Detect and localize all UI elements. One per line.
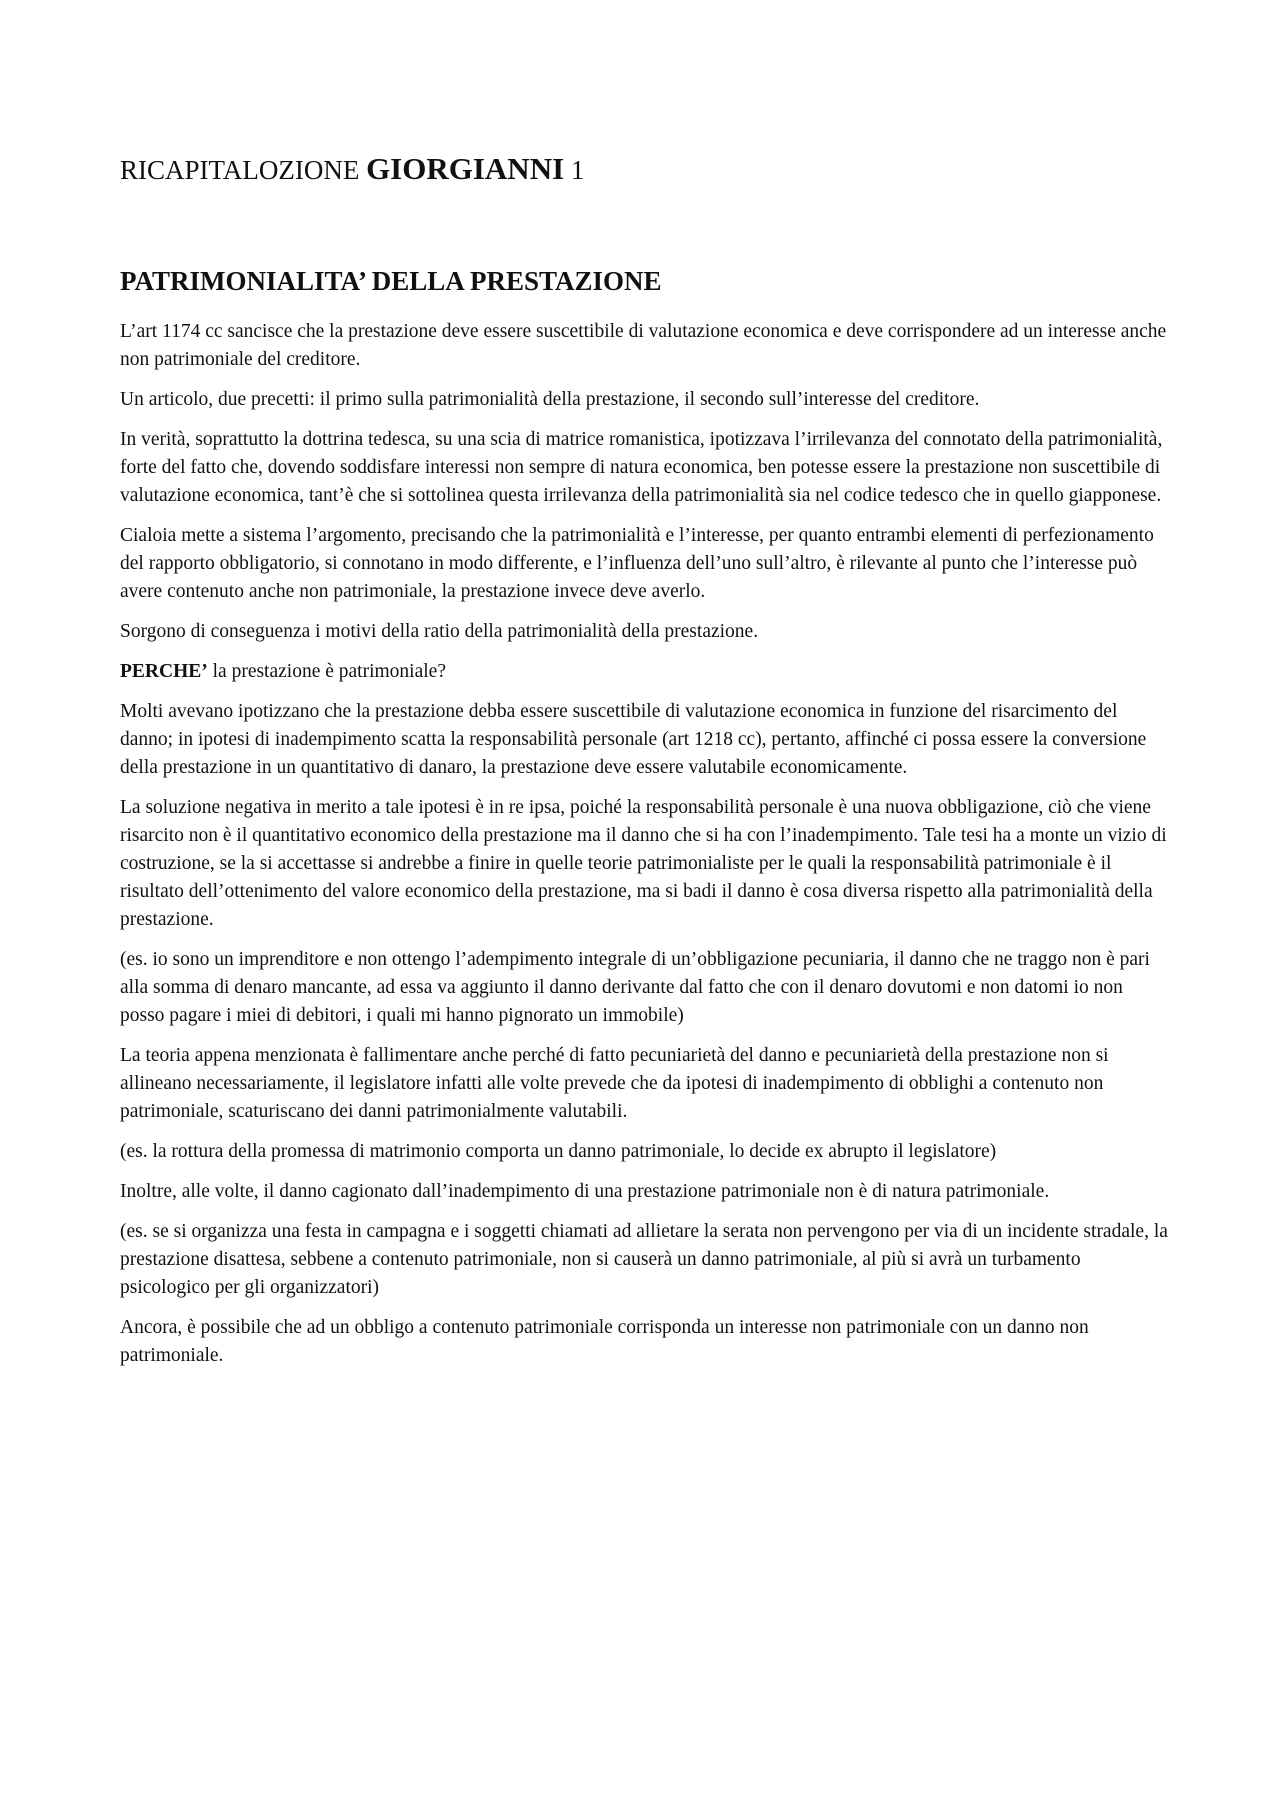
paragraph: Ancora, è possibile che ad un obbligo a contenuto patrimoniale corrisponda un interesse non patrimoniale con un danno non patrimoniale.	[120, 1316, 1089, 1366]
paragraph: Sorgono di conseguenza i motivi della ratio della patrimonialità della prestazione.	[120, 620, 759, 642]
paragraph: Molti avevano ipotizzano che la prestazione debba essere suscettibile di valutazione economica in funzione del risarcimento del danno; in ipotesi di inadempimento scatta la responsabilità personale (art 1218 cc), pertanto, affinché ci possa essere la conversione della prestazione in un quantitativo di danaro, la prestazione deve essere valutabile economicamente.	[120, 700, 1147, 778]
paragraph: Inoltre, alle volte, il danno cagionato dall’inadempimento di una prestazione patrimoniale non è di natura patrimoniale.	[120, 1180, 1050, 1202]
question-text: la prestazione è patrimoniale?	[207, 660, 446, 682]
example-paragraph: (es. se si organizza una festa in campagna e i soggetti chiamati ad allietare la serata non pervengono per via di un incidente stradale, la prestazione disattesa, sebbene a contenuto patrimoniale, non si causerà un danno patrimoniale, al più si avrà un turbamento psicologico per gli organizzatori)	[120, 1220, 1168, 1298]
title-prefix: RICAPITALOZIONE	[120, 155, 360, 185]
question-bold: PERCHE’	[120, 660, 208, 682]
title-bold-name: GIORGIANNI	[366, 151, 565, 186]
title-suffix: 1	[564, 155, 585, 185]
paragraph: In verità, soprattutto la dottrina tedesca, su una scia di matrice romanistica, ipotizzava l’irrilevanza del connotato della patrimonialità, forte del fatto che, dovendo soddisfare interessi non sempre di natura economica, ben potesse essere la prestazione non suscettibile di valutazione economica, tant’è che si sottolinea questa irrilevanza della patrimonialità sia nel codice tedesco che in quello giapponese.	[120, 428, 1163, 506]
paragraph: La teoria appena menzionata è fallimentare anche perché di fatto pecuniarietà del danno e pecuniarietà della prestazione non si allineano necessariamente, il legislatore infatti alle volte prevede che da ipotesi di inadempimento di obblighi a contenuto non patrimoniale, scaturiscano dei danni patrimonialmente valutabili.	[120, 1044, 1109, 1122]
paragraph: L’art 1174 cc sancisce che la prestazione deve essere suscettibile di valutazione economica e deve corrispondere ad un interesse anche non patrimoniale del creditore.	[120, 320, 1167, 370]
paragraph: Cialoia mette a sistema l’argomento, precisando che la patrimonialità e l’interesse, per quanto entrambi elementi di perfezionamento del rapporto obbligatorio, si connotano in modo differente, e l’influenza dell’uno sull’altro, è rilevante al punto che l’interesse può avere contenuto anche non patrimoniale, la prestazione invece deve averlo.	[120, 524, 1154, 602]
example-paragraph: (es. la rottura della promessa di matrimonio comporta un danno patrimoniale, lo decide ex abrupto il legislatore)	[120, 1140, 997, 1162]
document-title	[120, 150, 1170, 187]
paragraph: La soluzione negativa in merito a tale ipotesi è in re ipsa, poiché la responsabilità personale è una nuova obbligazione, ciò che viene risarcito non è il quantitativo economico della prestazione ma il danno che si ha con l’inadempimento. Tale tesi ha a monte un vizio di costruzione, se la si accettasse si andrebbe a finire in quelle teorie patrimonialiste per le quali la responsabilità patrimoniale è il risultato dell’ottenimento del valore economico della prestazione, ma si badi il danno è cosa diversa rispetto alla patrimonialità della prestazione.	[120, 796, 1167, 930]
paragraph: Un articolo, due precetti: il primo sulla patrimonialità della prestazione, il secondo sull’interesse del creditore.	[120, 388, 980, 410]
section-heading: PATRIMONIALITA’ DELLA PRESTAZIONE	[120, 266, 662, 297]
question-paragraph	[120, 658, 1170, 686]
example-paragraph: (es. io sono un imprenditore e non ottengo l’adempimento integrale di un’obbligazione pecuniaria, il danno che ne traggo non è pari alla somma di denaro mancante, ad essa va aggiunto il danno derivante dal fatto che con il denaro dovutomi e non datomi io non posso pagare i miei di debitori, i quali mi hanno pignorato un immobile)	[120, 948, 1150, 1026]
